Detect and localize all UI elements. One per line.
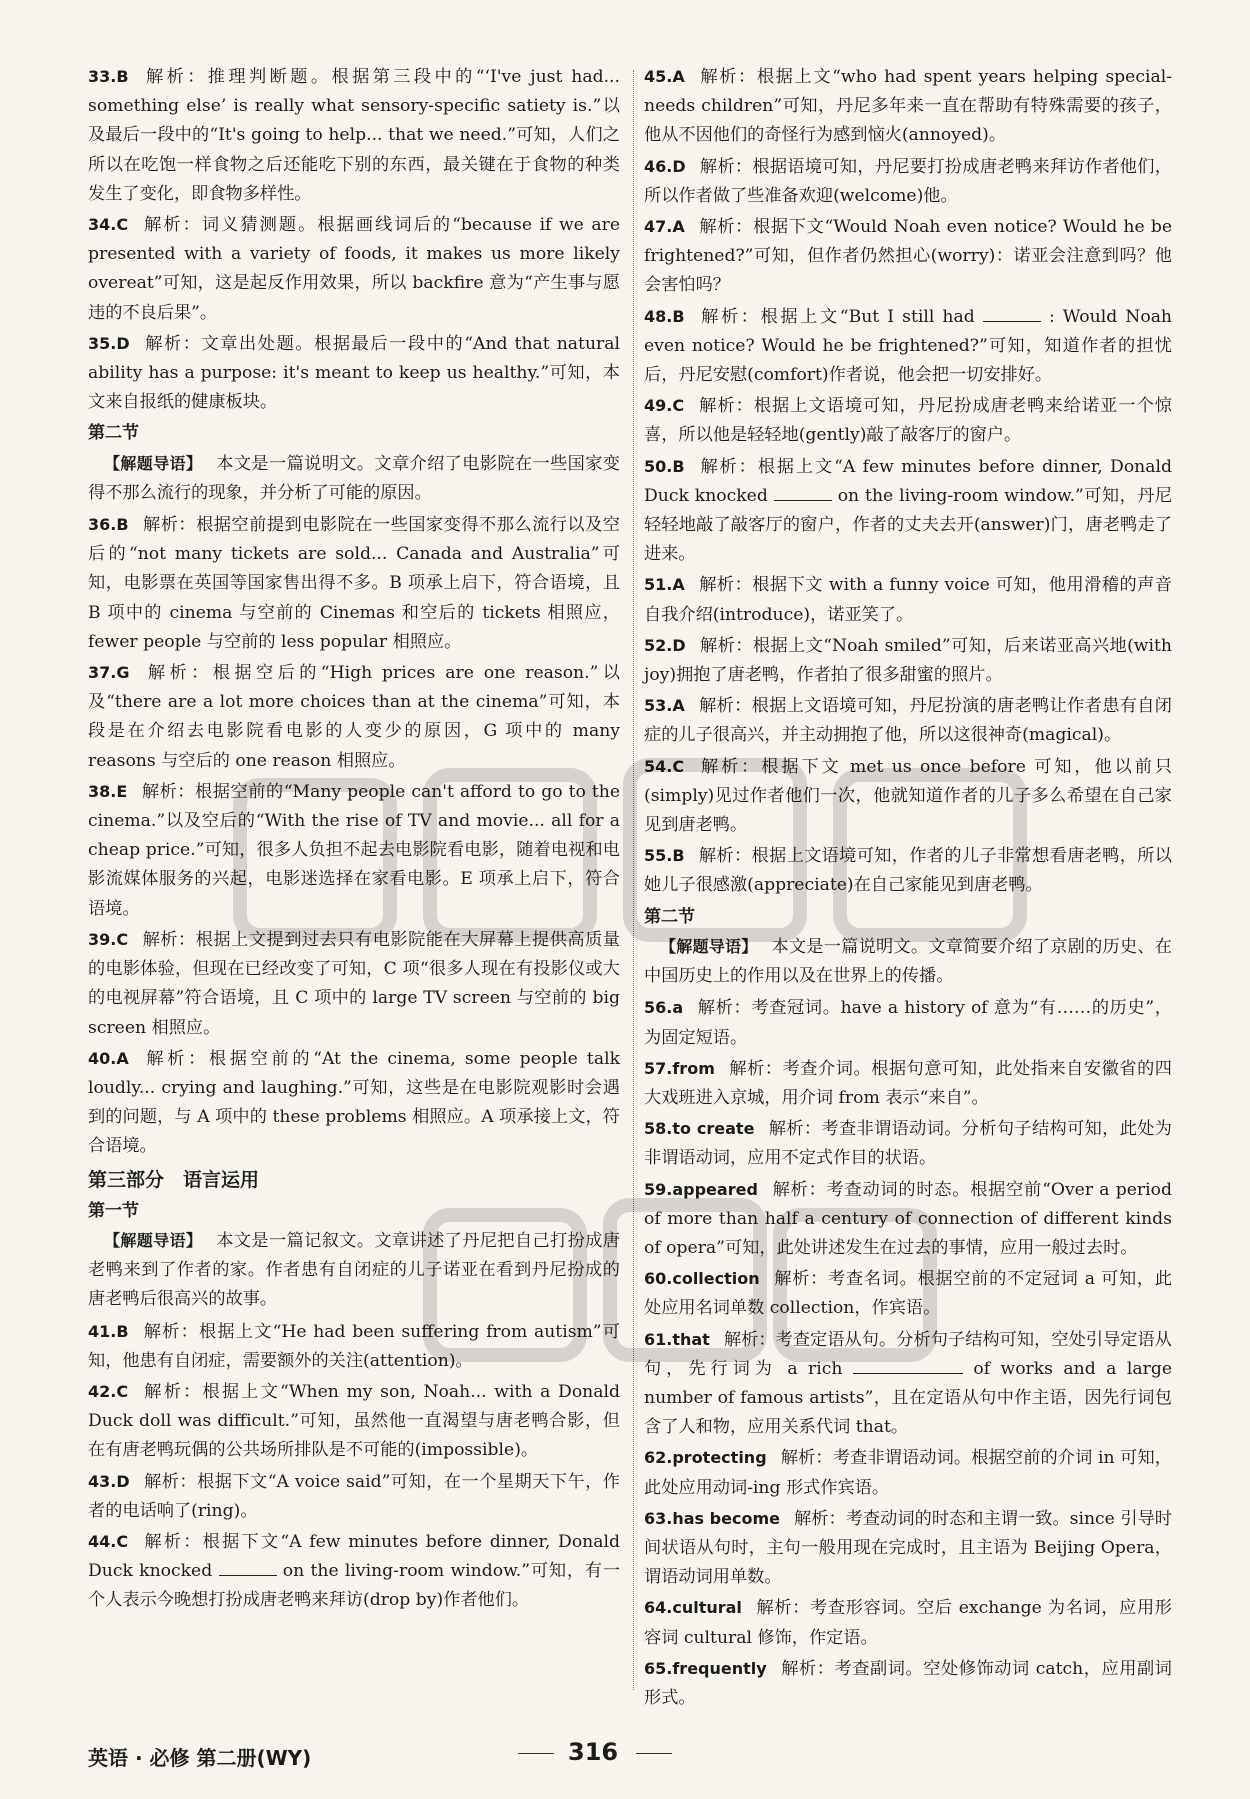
question-number: 49. (644, 396, 673, 416)
guide-label: 【解题导语】 (104, 453, 203, 473)
explanation-text: 解析：根据上文语境可知，丹尼扮演的唐老鸭让作者患有自闭症的儿子很高兴，并主动拥抱了他，所以这很神奇(magical)。 (644, 696, 1172, 746)
explanation-text: 解析：根据下文 met us once before 可知，他以前只(simply)见过作者他们一次，他就知道作者的儿子多么希望在自己家见到唐老鸭。 (644, 756, 1172, 836)
question-number: 58. (644, 1119, 673, 1139)
explanation-text: 解析：考查非谓语动词。根据空前的介词 in 可知，此处应用动词-ing 形式作宾语。 (644, 1448, 1172, 1498)
question-number: 59. (644, 1179, 673, 1199)
question-number: 48. (644, 306, 673, 326)
answer-key: C (116, 929, 129, 949)
explanation-text: 解析：根据上文“Noah smiled”可知，后来诺亚高兴地(with joy)拥抱了唐老鸭，作者拍了很多甜蜜的照片。 (644, 635, 1172, 686)
explanation-text: 解析：根据下文“A voice said”可知，在一个星期天下午，作者的电话响了(ring)。 (88, 1471, 620, 1521)
explanation-text: 解析：考查冠词。have a history of 意为“有……的历史”，为固定短语。 (644, 998, 1172, 1048)
answer-item (88, 210, 620, 328)
explanation-text: 解析：根据上文语境可知，作者的儿子非常想看唐老鸭，所以她儿子很感激(appreciate)在自己家能见到唐老鸭。 (644, 846, 1172, 896)
answer-item (644, 1654, 1172, 1713)
answer-key: B (116, 1321, 129, 1341)
explanation-text: 解析：根据上文“He had been suffering from autism”可知，他患有自闭症，需要额外的关注(attention)。 (88, 1321, 620, 1371)
explanation-text: 解析：根据空前的“At the cinema, some people talk loudly... crying and laughing.”可知，这些是在电影院观影时会遇到的问题，与 A 项中的 these problems 相照应。A 项承接上文，符合语境。 (88, 1048, 620, 1157)
question-number: 55. (644, 846, 673, 866)
question-number: 60. (644, 1269, 673, 1289)
explanation-text: 解析：根据上文“who had spent years helping special-needs children”可知，丹尼多年来一直在帮助有特殊需要的孩子，他从不因他们的奇怪行为感到恼火(annoyed)。 (644, 67, 1172, 146)
answer-item (88, 925, 620, 1043)
answer-item (644, 1443, 1172, 1502)
answer-item (644, 152, 1172, 211)
answer-key: from (672, 1058, 715, 1078)
blank-line (853, 1359, 963, 1374)
explanation-text: : Would Noah even notice? Would he be frightened?”可知，知道作者的担忧后，丹尼安慰(comfort)作者说，他会把一切安排好。 (644, 306, 1173, 386)
explanation-text: 解析：根据空前的“Many people can't afford to go to the cinema.”以及空后的“With the rise of TV and movie... all for a cheap price.”可知，很多人负担不起去电影院看电影，随着电视和电影流媒体服务的兴起，电影迷选择在家看电影。E 项承上启下，符合语境。 (88, 781, 620, 919)
explanation-text: 解析：词义猜测题。根据画线词后的“because if we are presented with a variety of foods, it makes us more likely overeat”可知，这是起反作用效果，所以 backfire 意为“产生事与愿违的不良后果”。 (88, 215, 620, 323)
question-number: 54. (644, 756, 673, 776)
answer-item (88, 1527, 620, 1616)
book-title: 英语 · 必修 第二册(WY) (88, 1746, 312, 1770)
column-divider (633, 70, 634, 1690)
explanation-text: 解析：考查动词的时态。根据空前“Over a period of more than half a century of connection of different kinds of opera”可知，此处讲述发生在过去的事情，应用一般过去时。 (644, 1179, 1172, 1258)
guide-label: 【解题导语】 (660, 936, 758, 956)
question-number: 57. (644, 1058, 673, 1078)
answer-item (644, 993, 1172, 1052)
question-number: 51. (644, 575, 673, 595)
question-number: 43. (88, 1471, 117, 1491)
explanation-text: 解析：根据上文“But I still had (698, 306, 975, 327)
answer-item (644, 62, 1172, 151)
answer-key: B (116, 67, 129, 86)
question-number: 62. (644, 1448, 673, 1468)
answer-item (88, 1467, 620, 1526)
question-number: 46. (644, 156, 673, 176)
answer-key: B (672, 846, 685, 866)
answer-item (644, 1175, 1172, 1264)
answer-item (88, 777, 620, 924)
explanation-text: 解析：根据语境可知，丹尼要打扮成唐老鸭来拜访作者他们，所以作者做了些准备欢迎(welcome)他。 (644, 156, 1172, 206)
section-heading: 第二节 (88, 423, 139, 444)
answer-key: E (116, 781, 128, 801)
answer-key: collection (672, 1269, 760, 1289)
answer-item (88, 510, 620, 657)
guide-text: 本文是一篇说明文。文章简要介绍了京剧的历史、在中国历史上的作用以及在世界上的传播。 (644, 936, 1172, 987)
answer-key: C (672, 396, 685, 416)
explanation-text: 解析：考查定语从句。分析句子结构可知，空处引导定语从句，先行词为 a rich (644, 1329, 1172, 1379)
answer-item (644, 212, 1172, 301)
question-number: 41. (88, 1321, 117, 1341)
answer-item (88, 658, 620, 776)
part-heading: 第三部分 语言运用 (88, 1168, 260, 1191)
question-number: 37. (88, 663, 117, 683)
answer-item (88, 1044, 620, 1162)
right-column (644, 62, 1172, 1714)
answer-item (644, 1504, 1172, 1593)
explanation-text: of works and a large number of famous artists”，且在定语从句中作主语，因先行词包含了人和物，应用关系代词 that。 (644, 1358, 1172, 1438)
section-heading: 第二节 (644, 906, 695, 927)
question-number: 34. (88, 215, 117, 235)
explanation-text: 解析：考查介词。根据句意可知，此处指来自安徽省的四大戏班进入京城，用介词 from 表示“来自”。 (644, 1058, 1172, 1108)
answer-item (644, 752, 1172, 841)
answer-item (644, 691, 1172, 750)
question-number: 45. (644, 67, 673, 86)
question-number: 44. (88, 1531, 117, 1551)
question-number: 39. (88, 929, 117, 949)
question-number: 33. (88, 67, 117, 86)
explanation-text: 解析：考查副词。空处修饰动词 catch，应用副词形式。 (644, 1658, 1172, 1708)
explanation-text: 解析：根据上文“When my son, Noah... with a Donald Duck doll was difficult.”可知，虽然他一直渴望与唐老鸭合影，但在有唐老鸭玩偶的公共场所排队是不可能的(impossible)。 (88, 1381, 620, 1461)
guide-paragraph (88, 1226, 620, 1315)
section-heading: 第一节 (88, 1200, 139, 1221)
question-number: 38. (88, 781, 117, 801)
answer-item (88, 1317, 620, 1376)
explanation-text: 解析：根据上文提到过去只有电影院能在大屏幕上提供高质量的电影体验，但现在已经改变了可知，C 项“很多人现在有投影仪或大的电视屏幕”符合语境，且 C 项中的 large TV screen 与空前的 big screen 相照应。 (88, 929, 620, 1038)
blank-line (983, 307, 1041, 322)
footer-dash-left (518, 1753, 554, 1754)
answer-key: cultural (672, 1598, 742, 1618)
answer-key: A (116, 1048, 129, 1068)
question-number: 36. (88, 515, 117, 535)
explanation-text: on the living-room window.”可知，有一个人表示今晚想打扮成唐老鸭来拜访(drop by)作者他们。 (88, 1561, 621, 1611)
answer-item (644, 841, 1172, 900)
question-number: 47. (644, 217, 673, 237)
answer-item (644, 1114, 1172, 1173)
guide-paragraph (644, 932, 1172, 991)
explanation-text: 解析：推理判断题。根据第三段中的“‘I've just had... something else’ is really what sensory-specific satiety is.”以及最后一段中的“It's going to help... that we need.”可知，人们之所以在吃饱一样食物之后还能吃下别的东西，最关键在于食物的种类发生了变化，即食物多样性。 (88, 67, 620, 204)
question-number: 35. (88, 333, 117, 353)
answer-key: B (672, 306, 685, 326)
explanation-text: 解析：考查动词的时态和主谓一致。since 引导时间状语从句时，主句一般用现在完成时，且主语为 Beijing Opera，谓语动词用单数。 (644, 1508, 1172, 1588)
answer-key: a (672, 998, 684, 1018)
answer-item (644, 1054, 1172, 1113)
question-number: 40. (88, 1048, 117, 1068)
blank-line (219, 1561, 277, 1576)
answer-key: C (116, 1381, 129, 1401)
answer-key: D (116, 1471, 130, 1491)
guide-text: 本文是一篇说明文。文章介绍了电影院在一些国家变得不那么流行的现象，并分析了可能的原因。 (88, 453, 620, 503)
answer-key: D (672, 156, 686, 176)
answer-key: appeared (672, 1179, 758, 1199)
question-number: 50. (644, 456, 673, 476)
explanation-text: 解析：考查非谓语动词。分析句子结构可知，此处为非谓语动词，应用不定式作目的状语。 (644, 1119, 1172, 1169)
question-number: 64. (644, 1598, 673, 1618)
answer-item (644, 1264, 1172, 1323)
answer-key: protecting (672, 1448, 767, 1468)
guide-label: 【解题导语】 (104, 1230, 203, 1250)
explanation-text: 解析：根据空前提到电影院在一些国家变得不那么流行以及空后的“not many tickets are sold... Canada and Australia”可知，电影票在英国等国家售出得不多。B 项承上启下，符合语境，且 B 项中的 cinema 与空前的 Cinemas 和空后的 tickets 相照应，fewer people 与空前的 less popular 相照应。 (88, 515, 620, 652)
footer-dash-right (636, 1753, 672, 1754)
answer-key: that (672, 1329, 710, 1349)
blank-line (774, 486, 832, 501)
explanation-text: 解析：根据上文“A few minutes before dinner, Donald Duck knocked (644, 456, 1172, 506)
explanation-text: 解析：考查形容词。空后 exchange 为名词，应用形容词 cultural 修饰，作定语。 (644, 1598, 1172, 1648)
answer-key: C (672, 756, 685, 776)
answer-key: C (116, 215, 129, 235)
answer-item (644, 631, 1172, 690)
answer-key: A (672, 67, 685, 86)
answer-item (644, 452, 1172, 570)
question-number: 61. (644, 1329, 673, 1349)
answer-item (644, 1325, 1172, 1443)
answer-key: A (672, 575, 685, 595)
answer-key: G (116, 663, 130, 683)
answer-item (644, 1593, 1172, 1652)
answer-key: frequently (672, 1658, 767, 1678)
guide-text: 本文是一篇记叙文。文章讲述了丹尼把自己打扮成唐老鸭来到了作者的家。作者患有自闭症的儿子诺亚在看到丹尼扮成的唐老鸭后很高兴的故事。 (88, 1230, 620, 1310)
answer-item (644, 302, 1172, 391)
left-column (88, 62, 620, 1617)
explanation-text: 解析：文章出处题。根据最后一段中的“And that natural ability has a purpose: it's meant to keep us healthy.”可知，本文来自报纸的健康板块。 (88, 333, 620, 413)
answer-key: C (116, 1531, 129, 1551)
page-footer (88, 1736, 1172, 1776)
answer-item (88, 329, 620, 418)
answer-key: A (672, 217, 685, 237)
answer-item (644, 391, 1172, 450)
question-number: 65. (644, 1658, 673, 1678)
page-number: 316 (568, 1738, 619, 1766)
explanation-text: 解析：根据下文“A few minutes before dinner, Donald Duck knocked (88, 1531, 620, 1582)
explanation-text: 解析：根据下文 with a funny voice 可知，他用滑稽的声音自我介绍(introduce)，诺亚笑了。 (644, 575, 1172, 625)
answer-key: to create (672, 1119, 755, 1139)
question-number: 52. (644, 635, 673, 655)
answer-key: has become (672, 1508, 780, 1528)
question-number: 63. (644, 1508, 673, 1528)
explanation-text: 解析：考查名词。根据空前的不定冠词 a 可知，此处应用名词单数 collection，作宾语。 (644, 1269, 1172, 1319)
explanation-text: 解析：根据上文语境可知，丹尼扮成唐老鸭来给诺亚一个惊喜，所以他是轻轻地(gently)敲了敲客厅的窗户。 (644, 396, 1172, 446)
question-number: 53. (644, 696, 673, 716)
answer-key: D (672, 635, 686, 655)
question-number: 42. (88, 1381, 117, 1401)
answer-item (88, 1377, 620, 1466)
question-number: 56. (644, 998, 673, 1018)
explanation-text: on the living-room window.”可知，丹尼轻轻地敲了敲客厅的窗户，作者的丈夫去开(answer)门，唐老鸭走了进来。 (644, 485, 1173, 565)
answer-item (88, 62, 620, 209)
explanation-text: 解析：根据下文“Would Noah even notice? Would he be frightened?”可知，但作者仍然担心(worry)：诺亚会注意到吗？他会害怕吗？ (644, 217, 1172, 296)
answer-key: D (116, 333, 130, 353)
answer-key: B (116, 515, 129, 535)
answer-item (644, 570, 1172, 629)
guide-paragraph (88, 449, 620, 508)
answer-key: A (672, 696, 685, 716)
answer-key: B (672, 456, 685, 476)
explanation-text: 解析：根据空后的“High prices are one reason.”以及“there are a lot more choices than at the cinema”可知，本段是在介绍去电影院看电影的人变少的原因，G 项中的 many reasons 与空后的 one reason 相照应。 (88, 663, 620, 771)
